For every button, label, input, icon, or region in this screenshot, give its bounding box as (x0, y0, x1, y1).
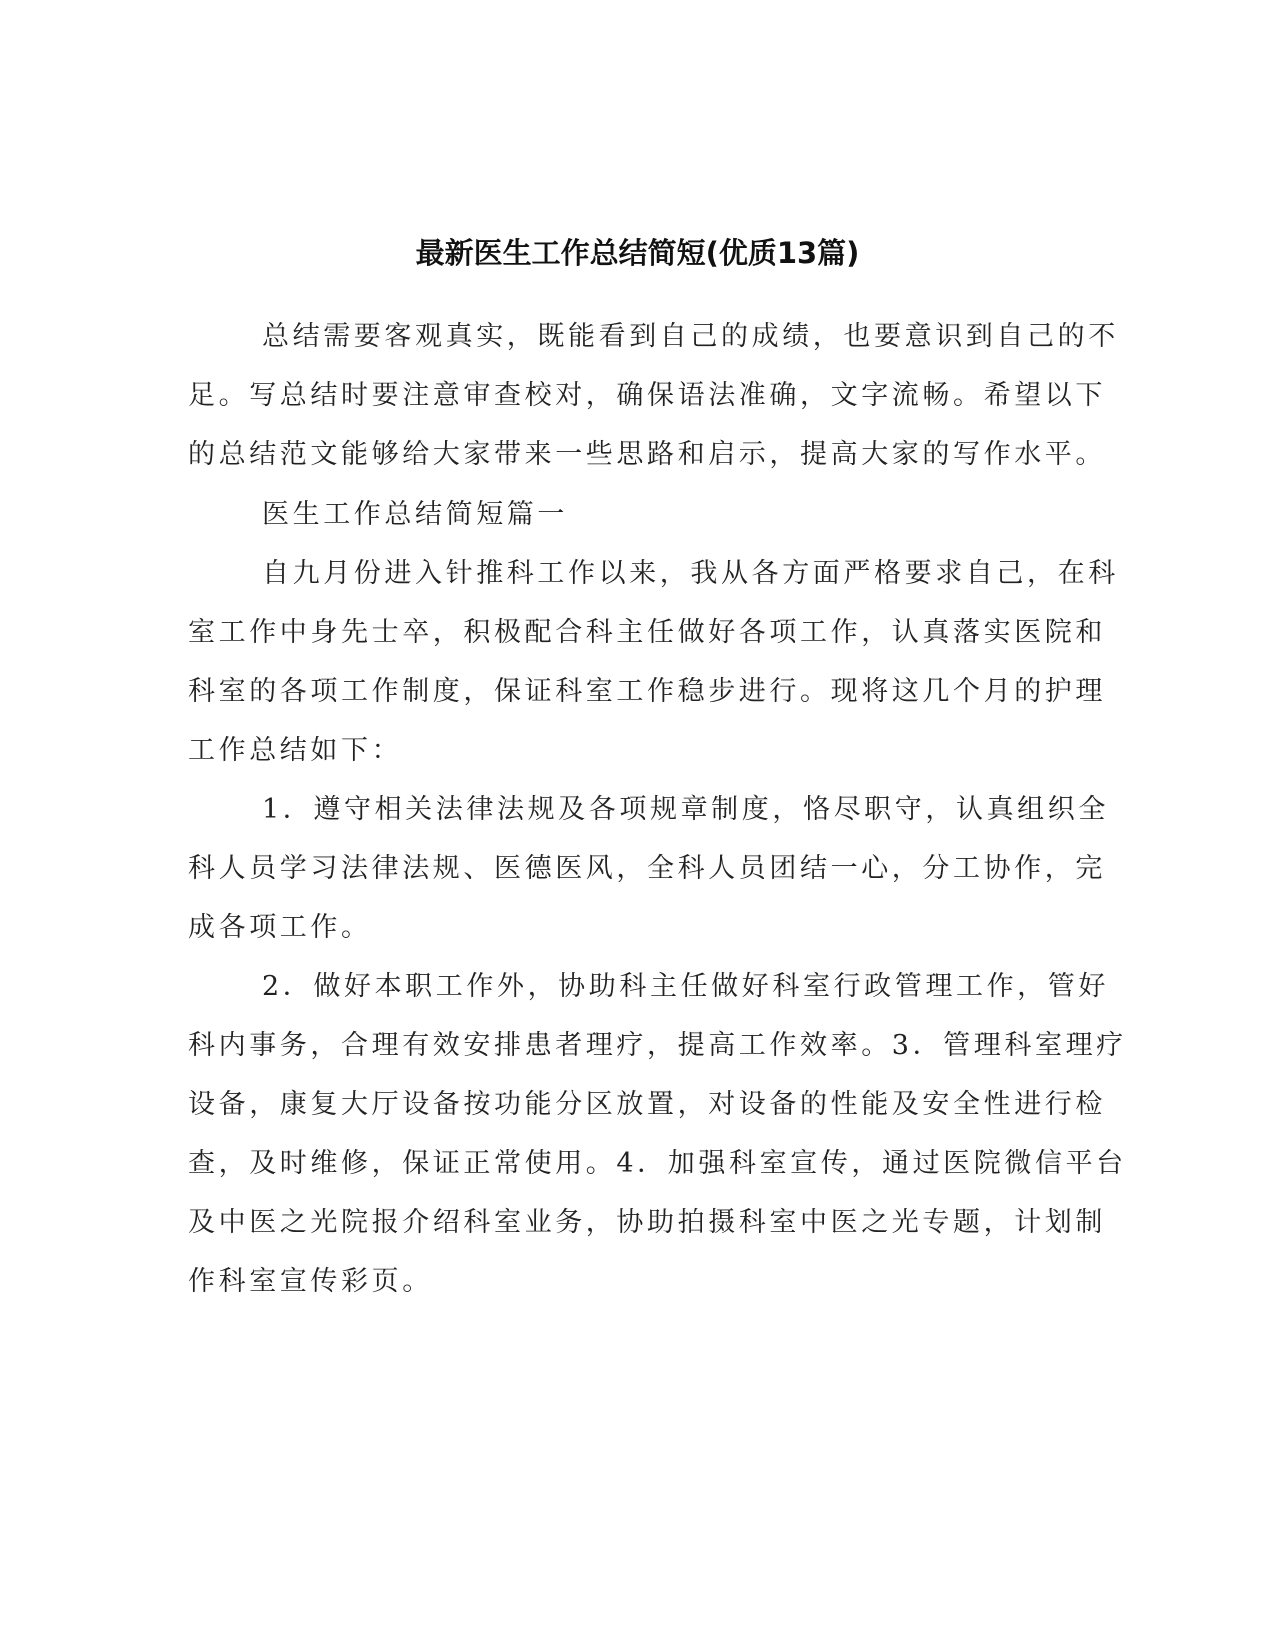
paragraph-line: 自九月份进入针推科工作以来，我从各方面严格要求自己，在科 (262, 558, 1119, 589)
list-item-line: 及中医之光院报介绍科室业务，协助拍摄科室中医之光专题，计划制 (188, 1207, 1106, 1238)
list-item-line: 科人员学习法律法规、医德医风，全科人员团结一心，分工协作，完 (188, 853, 1106, 884)
list-item-line: 成各项工作。 (188, 912, 372, 943)
list-item-line: 科内事务，合理有效安排患者理疗，提高工作效率。3．管理科室理疗 (188, 1030, 1127, 1061)
list-item-line: 1．遵守相关法律法规及各项规章制度，恪尽职守，认真组织全 (262, 794, 1109, 825)
paragraph-line: 的总结范文能够给大家带来一些思路和启示，提高大家的写作水平。 (188, 439, 1106, 470)
paragraph-line: 工作总结如下： (188, 735, 403, 766)
paragraph-line: 足。写总结时要注意审查校对，确保语法准确，文字流畅。希望以下 (188, 380, 1106, 411)
document-title: 最新医生工作总结简短(优质13篇) (415, 236, 860, 271)
list-item-line: 2．做好本职工作外，协助科主任做好科室行政管理工作，管好 (262, 971, 1109, 1002)
paragraph-line: 科室的各项工作制度，保证科室工作稳步进行。现将这几个月的护理 (188, 676, 1106, 707)
paragraph-line: 室工作中身先士卒，积极配合科主任做好各项工作，认真落实医院和 (188, 617, 1106, 648)
list-item-line: 作科室宣传彩页。 (188, 1266, 433, 1297)
list-item-line: 设备，康复大厅设备按功能分区放置，对设备的性能及安全性进行检 (188, 1089, 1106, 1120)
list-item-line: 查，及时维修，保证正常使用。4．加强科室宣传，通过医院微信平台 (188, 1148, 1127, 1179)
section-heading: 医生工作总结简短篇一 (262, 499, 568, 530)
paragraph-line: 总结需要客观真实，既能看到自己的成绩，也要意识到自己的不 (262, 321, 1119, 352)
